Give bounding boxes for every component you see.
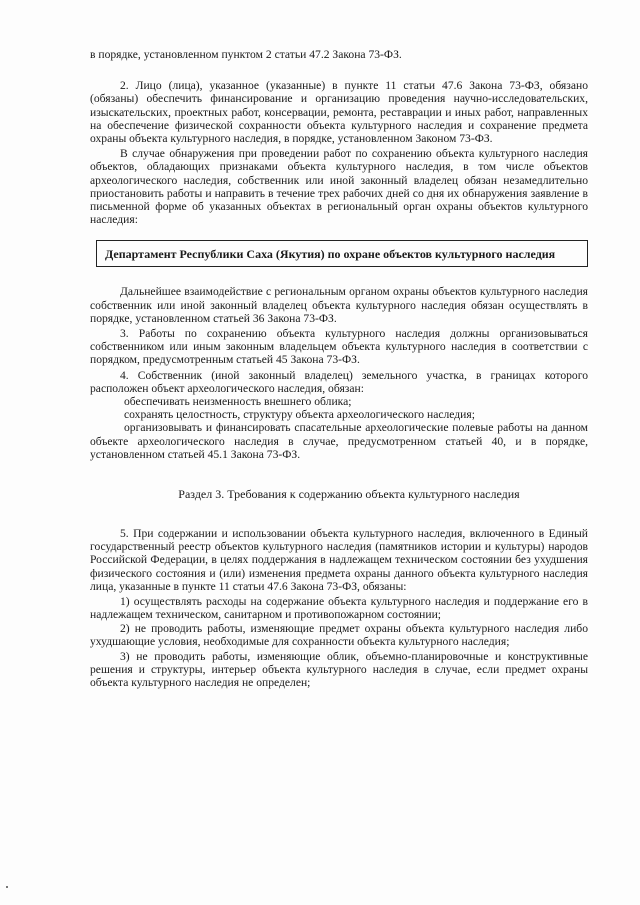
list-item: сохранять целостность, структуру объекта археологического наследия; (124, 408, 475, 422)
list-item: организовывать и финансировать спасательные археологические полевые работы на данном объекте археологического наследия в случае, предусмотренном статьей 40, и в порядке, установленном статьей 45.1 Закона 73-ФЗ. (90, 421, 588, 461)
paragraph-continuation: в порядке, установленном пунктом 2 статьи 47.2 Закона 73-ФЗ. (90, 48, 402, 61)
document-body (90, 48, 588, 690)
list-item: 3) не проводить работы, изменяющие облик, объемно-планировочные и конструктивные решения и структуры, интерьер объекта культурного наследия в случае, если предмет охраны объекта культурного наследия не определен; (90, 649, 588, 690)
list-item: обеспечивать неизменность внешнего облика; (124, 395, 352, 409)
scan-speck (6, 886, 8, 888)
list-item: 1) осуществлять расходы на содержание объекта культурного наследия и поддержание его в надлежащем техническом, санитарном и противопожарном состоянии; (90, 595, 588, 622)
paragraph-4: 4. Собственник (иной законный владелец) земельного участка, в границах которого расположен объект археологического наследия, обязан: (90, 368, 588, 395)
section-heading: Раздел 3. Требования к содержанию объекта культурного наследия (178, 487, 520, 502)
list-item: 2) не проводить работы, изменяющие предмет охраны объекта культурного наследия либо ухудшающие условия, необходимые для сохранности объекта культурного наследия; (90, 621, 588, 648)
paragraph-2: 2. Лицо (лица), указанное (указанные) в пункте 11 статьи 47.6 Закона 73-ФЗ, обязано (обязаны) обеспечить финансирование и организацию проведения научно-исследовательских, изыскательских, проектных работ, консервации, ремонта, реставрации и иных работ, направленных на обеспечение физической сохранности объекта культурного наследия и сохранение предмета охраны объекта культурного наследия, в порядке, установленном Законом 73-ФЗ. (90, 79, 588, 146)
paragraph-interaction: Дальнейшее взаимодействие с региональным органом охраны объектов культурного наследия собственник или иной законный владелец объекта культурного наследия обязан осуществлять в порядке, установленном статьей 36 Закона 73-ФЗ. (90, 285, 588, 325)
paragraph-3: 3. Работы по сохранению объекта культурного наследия должны организовываться собственником или иным законным владельцем объекта культурного наследия в соответствии с порядком, предусмотренным статьей 45 Закона 73-ФЗ. (90, 327, 588, 367)
authority-box: Департамент Республики Саха (Якутия) по охране объектов культурного наследия (96, 240, 588, 267)
paragraph-5: 5. При содержании и использовании объекта культурного наследия, включенного в Единый государственный реестр объектов культурного наследия (памятников истории и культуры) народов Российской Федерации, в целях поддержания в надлежащем техническом состоянии без ухудшения физического состояния и (или) изменения предмета охраны данного объекта культурного наследия лица, указанные в пункте 11 статьи 47.6 Закона 73-ФЗ, обязаны: (90, 527, 588, 593)
paragraph-discovery: В случае обнаружения при проведении работ по сохранению объекта культурного наследия объектов, обладающих признаками объекта культурного наследия, в том числе объектов археологического наследия, собственник или иной законный владелец обязан незамедлительно приостановить работы и направить в течение трех рабочих дней со дня их обнаружения заявление в письменной форме об указанных объектах в региональный орган охраны объектов культурного наследия: (90, 147, 588, 227)
